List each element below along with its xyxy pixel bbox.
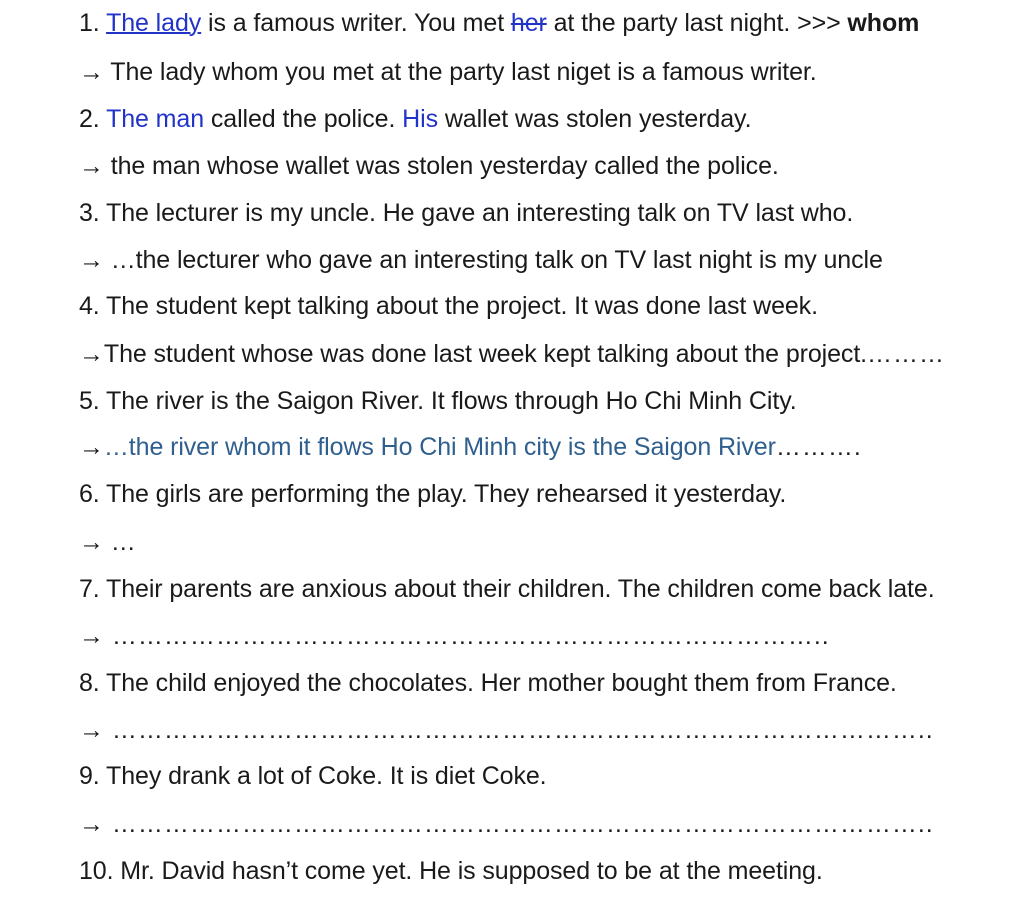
- arrow-icon: →: [79, 622, 104, 650]
- hint-word: whom: [847, 9, 920, 37]
- arrow-icon: →: [79, 433, 104, 461]
- answer-1: [79, 57, 817, 87]
- arrow-icon: →: [79, 810, 104, 838]
- answer-text: The lady whom you met at the party last niget is a famous writer.: [103, 58, 817, 86]
- arrow-icon: →: [79, 716, 104, 744]
- question-6: 6. The girls are performing the play. They rehearsed it yesterday.: [79, 480, 787, 508]
- question-4: 4. The student kept talking about the project. It was done last week.: [79, 292, 818, 320]
- answer-3: [79, 245, 883, 275]
- answer-text: …the lecturer who gave an interesting talk on TV last night is my uncle: [103, 246, 883, 274]
- question-text: at the party last night. >>>: [546, 9, 848, 37]
- highlighted-subject: The man: [106, 105, 205, 133]
- answer-5: [79, 432, 862, 462]
- answer-2: [79, 151, 779, 181]
- arrow-icon: →: [79, 528, 104, 556]
- question-5: 5. The river is the Saigon River. It flows through Ho Chi Minh City.: [79, 387, 797, 415]
- question-number: 1.: [79, 9, 100, 37]
- question-7: 7. Their parents are anxious about their children. The children come back late.: [79, 575, 935, 603]
- question-text: is a famous writer. You met: [201, 9, 511, 37]
- answer-blank: …………………………………………………………………………………..: [103, 716, 934, 744]
- answer-text: …: [103, 528, 136, 556]
- answer-text: the man whose wallet was stolen yesterday called the police.: [103, 152, 779, 180]
- arrow-icon: →: [79, 246, 104, 274]
- question-number: 2.: [79, 105, 100, 133]
- answer-text: The student whose was done last week kept talking about the project.: [103, 340, 868, 368]
- answer-9: [79, 809, 934, 839]
- question-8: 8. The child enjoyed the chocolates. Her mother bought them from France.: [79, 669, 897, 697]
- answer-4: [79, 339, 945, 369]
- struck-pronoun: her: [510, 9, 547, 37]
- question-3: 3. The lecturer is my uncle. He gave an interesting talk on TV last who.: [79, 199, 854, 227]
- question-10: 10. Mr. David hasn’t come yet. He is supposed to be at the meeting.: [79, 857, 823, 885]
- answer-blank: …………………………………………………………………………………..: [103, 810, 934, 838]
- arrow-icon: →: [79, 58, 104, 86]
- question-1: [79, 8, 919, 38]
- answer-blank: ………………………………………………………………………..: [103, 622, 830, 650]
- question-text: wallet was stolen yesterday.: [437, 105, 752, 133]
- arrow-icon: →: [79, 340, 104, 368]
- question-9: 9. They drank a lot of Coke. It is diet Coke.: [79, 762, 547, 790]
- answer-dots: ……….: [775, 433, 862, 461]
- answer-8: [79, 715, 934, 745]
- answer-6: [79, 527, 136, 557]
- arrow-icon: →: [79, 152, 104, 180]
- answer-dots: ………: [867, 340, 946, 368]
- answer-text: …the river whom it flows Ho Chi Minh city is the Saigon River: [103, 433, 776, 461]
- answer-7: [79, 621, 830, 651]
- question-text: called the police.: [204, 105, 403, 133]
- highlighted-subject: The lady: [106, 9, 202, 37]
- highlighted-possessive: His: [402, 105, 438, 133]
- question-2: [79, 104, 751, 134]
